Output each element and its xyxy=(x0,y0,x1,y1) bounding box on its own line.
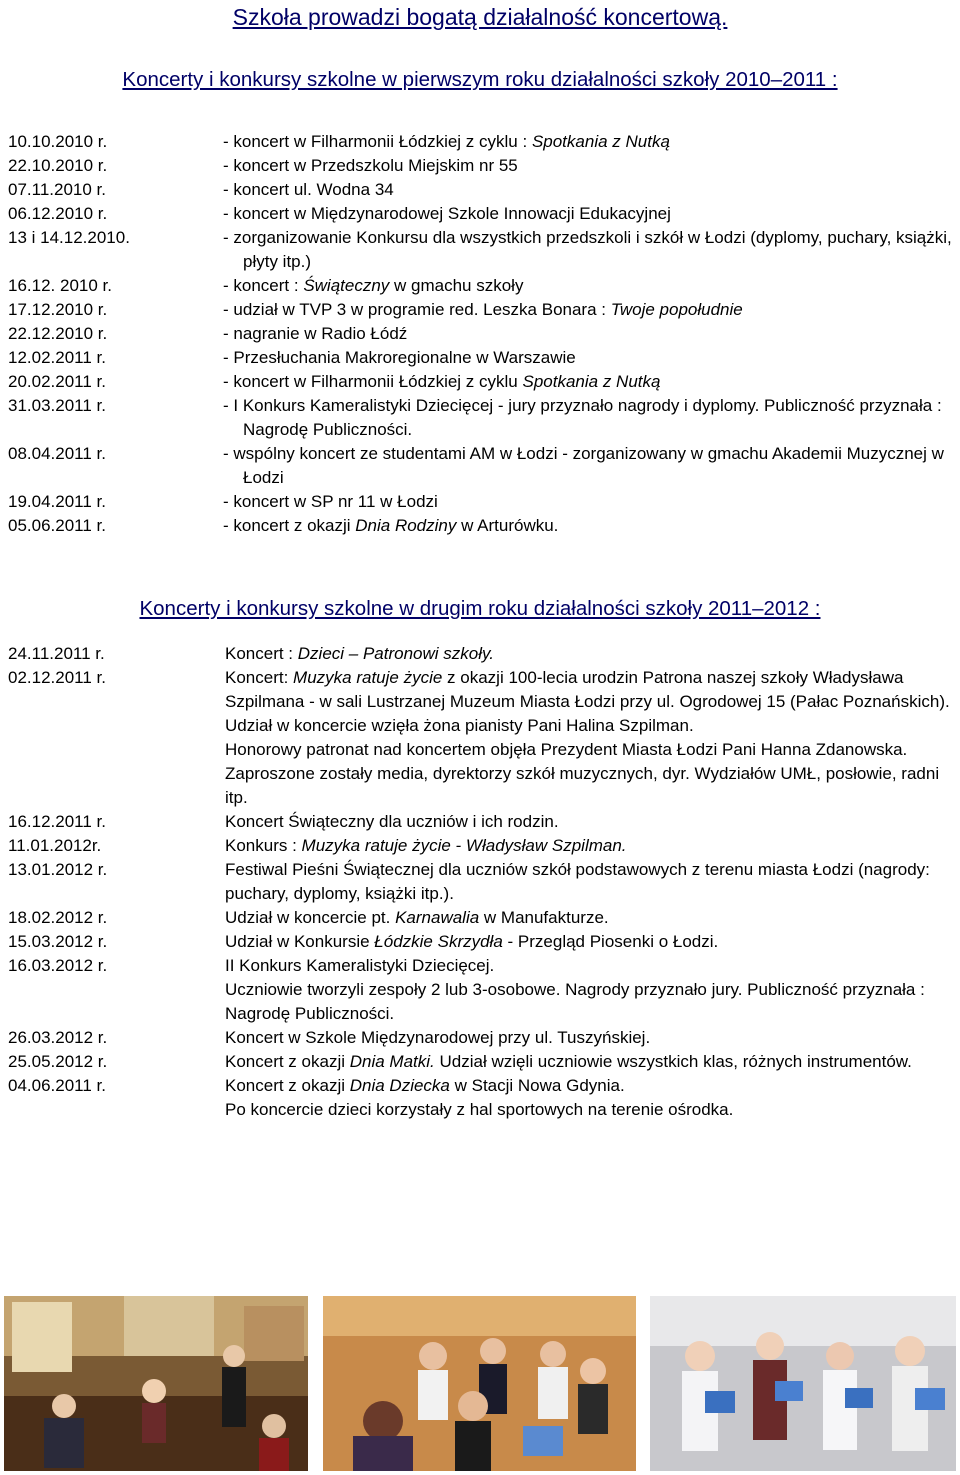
entry-paragraph xyxy=(225,1026,952,1050)
entry-text: - koncert w Filharmonii Łódzkiej z cyklu : xyxy=(223,132,532,151)
entry-description xyxy=(223,394,952,442)
list-item xyxy=(8,274,952,298)
entry-text: Udział wzięli uczniowie wszystkich klas, różnych instrumentów. xyxy=(434,1052,912,1071)
entry-description xyxy=(225,954,952,1026)
entry-date: 06.12.2010 r. xyxy=(8,204,108,223)
entry-description xyxy=(225,906,952,930)
entry-description xyxy=(225,1074,952,1122)
entry-text: - zorganizowanie Konkursu dla wszystkich przedszkoli i szkół w Łodzi (dyplomy, puchary, książki, płyty itp.) xyxy=(223,228,952,271)
entry-date: 12.02.2011 r. xyxy=(8,348,106,367)
entry-text: Festiwal Pieśni Świątecznej dla uczniów szkół podstawowych z terenu miasta Łodzi (nagrody: puchary, dyplomy, książki itp.). xyxy=(225,860,930,903)
entry-text: Dnia Matki. xyxy=(349,1052,435,1071)
entry-date: 02.12.2011 r. xyxy=(8,668,106,687)
list-item xyxy=(8,1074,952,1122)
list-item xyxy=(8,442,952,490)
entry-date: 05.06.2011 r. xyxy=(8,516,106,535)
entry-date: 19.04.2011 r. xyxy=(8,492,106,511)
entry-paragraph xyxy=(225,1074,952,1098)
entry-paragraph xyxy=(225,858,952,906)
entry-text: - udział w TVP 3 w programie red. Leszka Bonara : xyxy=(223,300,611,319)
entry-date: 20.02.2011 r. xyxy=(8,372,106,391)
list-item xyxy=(8,154,952,178)
entry-description xyxy=(223,514,952,538)
entry-text: Udział w koncercie wzięła żona pianisty Pani Halina Szpilman. xyxy=(225,716,694,735)
entry-text: Muzyka ratuje życie xyxy=(293,668,443,687)
list-item xyxy=(8,930,952,954)
entry-description xyxy=(223,130,952,154)
children-group-photo xyxy=(323,1296,636,1471)
list-item xyxy=(8,810,952,834)
photo-strip xyxy=(4,1296,956,1471)
entry-paragraph xyxy=(225,834,952,858)
entry-date: 07.11.2010 r. xyxy=(8,180,106,199)
entry-text: Koncert z okazji xyxy=(225,1052,350,1071)
entry-text: - Przesłuchania Makroregionalne w Warszawie xyxy=(223,348,576,367)
entry-date: 18.02.2012 r. xyxy=(8,908,108,927)
entry-text: Muzyka ratuje życie - Władysław Szpilman. xyxy=(301,836,627,855)
entry-text: - koncert ul. Wodna 34 xyxy=(223,180,394,199)
entry-description xyxy=(225,642,952,666)
entry-date: 16.12.2011 r. xyxy=(8,812,106,831)
list-item xyxy=(8,130,952,154)
entry-paragraph xyxy=(225,978,952,1026)
entry-text: Świąteczny xyxy=(303,276,390,295)
entry-text: Łódzkie Skrzydła xyxy=(374,932,503,951)
entry-text: Koncert : xyxy=(225,644,298,663)
entry-text: - koncert w SP nr 11 w Łodzi xyxy=(223,492,438,511)
entry-paragraph xyxy=(225,906,952,930)
entry-paragraph xyxy=(225,738,952,810)
entry-text: Po koncercie dzieci korzystały z hal sportowych na terenie ośrodka. xyxy=(225,1100,734,1119)
entry-text: Spotkania z Nutką xyxy=(522,372,661,391)
entry-text: - nagranie w Radio Łódź xyxy=(223,324,408,343)
entry-description xyxy=(225,930,952,954)
entry-date: 08.04.2011 r. xyxy=(8,444,106,463)
entry-paragraph xyxy=(225,1050,952,1074)
entry-date: 31.03.2011 r. xyxy=(8,396,106,415)
list-item xyxy=(8,322,952,346)
entry-description xyxy=(223,154,952,178)
list-item xyxy=(8,202,952,226)
entry-text: Karnawalia xyxy=(395,908,480,927)
entry-text: Spotkania z Nutką xyxy=(531,132,670,151)
entry-text: - koncert w Filharmonii Łódzkiej z cyklu xyxy=(223,372,523,391)
list-item xyxy=(8,834,952,858)
entry-description xyxy=(225,858,952,906)
girls-singing-photo xyxy=(650,1296,956,1471)
list-item xyxy=(8,490,952,514)
entry-description xyxy=(223,178,952,202)
section-2-title: Koncerty i konkursy szkolne w drugim roku działalności szkoły 2011–2012 : xyxy=(139,597,821,620)
entry-date: 22.12.2010 r. xyxy=(8,324,108,343)
entry-paragraph xyxy=(225,1098,952,1122)
list-item xyxy=(8,1026,952,1050)
entry-date: 16.12. 2010 r. xyxy=(8,276,112,295)
entry-text: w Stacji Nowa Gdynia. xyxy=(449,1076,625,1095)
list-item xyxy=(8,642,952,666)
entry-text: z okazji 100-lecia urodzin Patrona naszej szkoły Władysława Szpilmana - w sali Lustrzanej Muzeum Miasta Łodzi przy ul. Ogrodowej 15 (Pałac Poznańskich). xyxy=(225,668,950,711)
page-title: Szkoła prowadzi bogatą działalność koncertową. xyxy=(232,4,728,30)
section-1-title: Koncerty i konkursy szkolne w pierwszym roku działalności szkoły 2010–2011 : xyxy=(122,68,838,91)
entry-text: - I Konkurs Kameralistyki Dziecięcej - jury przyznało nagrody i dyplomy. Publiczność przyznała : Nagrodę Publiczności. xyxy=(223,396,942,439)
entry-text: Koncert z okazji xyxy=(225,1076,350,1095)
entry-description xyxy=(223,226,952,274)
entry-paragraph xyxy=(225,810,952,834)
entry-paragraph xyxy=(225,954,952,978)
entry-text: Dzieci – Patronowi szkoły. xyxy=(297,644,494,663)
entry-description xyxy=(223,490,952,514)
list-item xyxy=(8,394,952,442)
entry-date: 13 i 14.12.2010. xyxy=(8,228,130,247)
list-item xyxy=(8,666,952,810)
list-item xyxy=(8,858,952,906)
entry-date: 17.12.2010 r. xyxy=(8,300,108,319)
entry-text: Uczniowie tworzyli zespoły 2 lub 3-osobowe. Nagrody przyznało jury. Publiczność przyznała : Nagrodę Publiczności. xyxy=(225,980,925,1023)
entry-paragraph xyxy=(225,930,952,954)
entry-text: Koncert Świąteczny dla uczniów i ich rodzin. xyxy=(225,812,559,831)
list-item xyxy=(8,1050,952,1074)
list-item xyxy=(8,346,952,370)
entry-description xyxy=(225,1050,952,1074)
entry-text: II Konkurs Kameralistyki Dziecięcej. xyxy=(225,956,495,975)
entry-date: 15.03.2012 r. xyxy=(8,932,108,951)
entry-description xyxy=(225,834,952,858)
entry-text: Konkurs : xyxy=(225,836,302,855)
entry-text: - koncert w Międzynarodowej Szkole Innowacji Edukacyjnej xyxy=(223,204,671,223)
entry-date: 22.10.2010 r. xyxy=(8,156,108,175)
entry-text: w gmachu szkoły xyxy=(389,276,524,295)
entry-text: Koncert w Szkole Międzynarodowej przy ul. Tuszyńskiej. xyxy=(225,1028,651,1047)
entry-date: 25.05.2012 r. xyxy=(8,1052,108,1071)
entry-text: Dnia Dziecka xyxy=(349,1076,450,1095)
entry-text: Koncert: xyxy=(225,668,294,687)
entry-text: Twoje popołudnie xyxy=(610,300,743,319)
entry-text: - koncert : xyxy=(223,276,304,295)
entry-paragraph xyxy=(225,666,952,714)
entry-text: Honorowy patronat nad koncertem objęła Prezydent Miasta Łodzi Pani Hanna Zdanowska. Zaproszone zostały media, dyrektorzy szkół muzycznych, dyr. Wydziałów UMŁ, posłowie, radni itp. xyxy=(225,740,940,807)
entry-text: w Arturówku. xyxy=(456,516,559,535)
entry-description xyxy=(225,666,952,810)
list-item xyxy=(8,906,952,930)
entry-description xyxy=(225,1026,952,1050)
entry-description xyxy=(223,370,952,394)
entry-date: 04.06.2011 r. xyxy=(8,1076,106,1095)
concert-hall-photo xyxy=(4,1296,308,1471)
entry-text: w Manufakturze. xyxy=(479,908,609,927)
entry-date: 16.03.2012 r. xyxy=(8,956,108,975)
list-item xyxy=(8,298,952,322)
entry-text: - wspólny koncert ze studentami AM w Łodzi - zorganizowany w gmachu Akademii Muzycznej w Łodzi xyxy=(223,444,944,487)
entry-date: 24.11.2011 r. xyxy=(8,644,105,663)
entry-date: 26.03.2012 r. xyxy=(8,1028,108,1047)
entry-paragraph xyxy=(225,714,952,738)
entry-description xyxy=(223,274,952,298)
entry-text: Dnia Rodziny xyxy=(355,516,457,535)
entry-text: - koncert w Przedszkolu Miejskim nr 55 xyxy=(223,156,518,175)
entry-description xyxy=(223,202,952,226)
entry-date: 10.10.2010 r. xyxy=(8,132,108,151)
section-2-list xyxy=(8,642,952,1122)
entry-paragraph xyxy=(225,642,952,666)
list-item xyxy=(8,178,952,202)
entry-description xyxy=(223,298,952,322)
entry-text: Udział w koncercie pt. xyxy=(225,908,396,927)
list-item xyxy=(8,370,952,394)
entry-text: Udział w Konkursie xyxy=(225,932,375,951)
entry-description xyxy=(223,346,952,370)
entry-text: - koncert z okazji xyxy=(223,516,356,535)
entry-description xyxy=(223,442,952,490)
entry-date: 13.01.2012 r. xyxy=(8,860,108,879)
list-item xyxy=(8,226,952,274)
entry-description xyxy=(223,322,952,346)
list-item xyxy=(8,954,952,1026)
list-item xyxy=(8,514,952,538)
entry-date: 11.01.2012r. xyxy=(8,836,102,855)
entry-description xyxy=(225,810,952,834)
section-1-list xyxy=(8,130,952,538)
entry-text: - Przegląd Piosenki o Łodzi. xyxy=(502,932,719,951)
